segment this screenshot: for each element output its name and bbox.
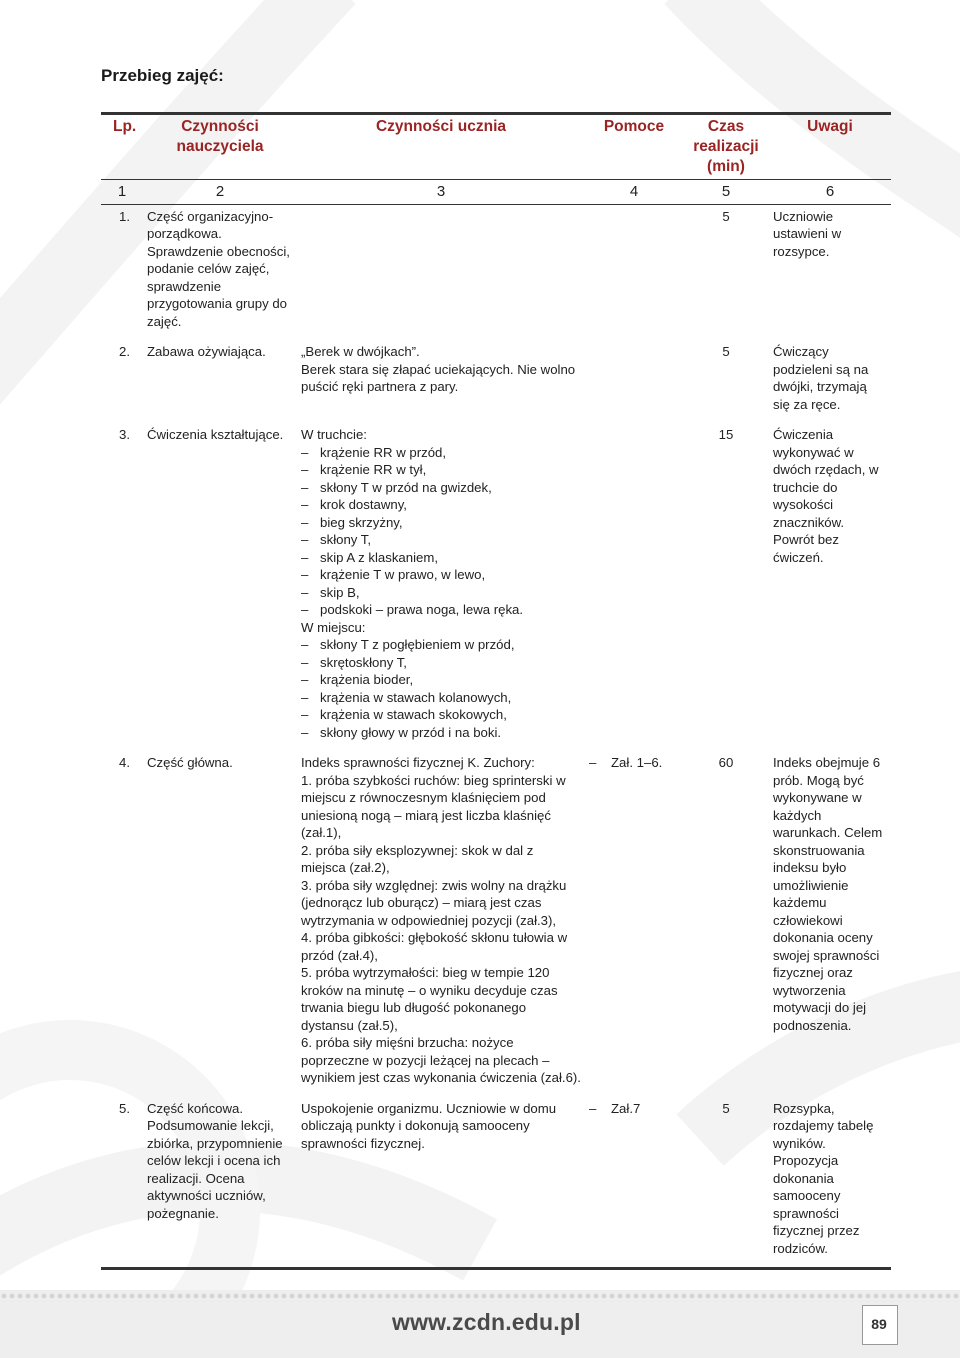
- exercise-group-label: W truchcie:: [301, 427, 367, 442]
- teacher-activity: Część główna.: [147, 755, 233, 770]
- aids: [585, 204, 683, 340]
- table-row: [101, 751, 891, 1097]
- column-number: 5: [683, 180, 769, 205]
- list-item: 1. próba szybkości ruchów: bieg sprinterski w miejscu z równoczesnym klaśnięciem pod uniesioną nogą – miarą jest liczba klaśnięć (zał.1),: [301, 772, 566, 840]
- student-activity: [297, 340, 585, 423]
- list-item: – krok dostawny,: [301, 496, 581, 514]
- dash-marker: –: [589, 1100, 597, 1116]
- notes: Rozsypka, rozdajemy tabelę wyników. Propozycja dokonania samooceny sprawności fizycznej przez rodziców.: [773, 1100, 874, 1256]
- notes: Uczniowie ustawieni w rozsypce.: [773, 208, 842, 259]
- time-minutes: 5: [722, 1100, 730, 1116]
- list-item: – skłony T,: [301, 531, 581, 549]
- row-lp: 5.: [119, 1100, 130, 1116]
- dash-marker: –: [589, 755, 597, 770]
- time-minutes: 5: [722, 344, 730, 359]
- student-activity: Uspokojenie organizmu. Uczniowie w domu obliczają punkty i dokonują samooceny sprawności fizycznej.: [301, 1100, 557, 1151]
- list-item: 3. próba siły względnej: zwis wolny na drążku (jednorącz lub oburącz) – miarą jest czas wytrzymania w odpowiedniej pozycji (zał.3),: [301, 877, 567, 928]
- header-lp: Lp.: [101, 114, 143, 180]
- column-number: 2: [143, 180, 297, 205]
- header-teacher-activities: Czynności nauczyciela: [143, 114, 297, 180]
- header-notes: Uwagi: [769, 114, 891, 180]
- time-minutes: 15: [718, 427, 734, 442]
- student-activity: [297, 751, 585, 1097]
- list-item: – krążenie T w prawo, w lewo,: [301, 566, 581, 584]
- column-number: 4: [585, 180, 683, 205]
- teacher-activity: Część organizacyjnoporządkowa. Sprawdzenie obecności, podanie celów zajęć, sprawdzenie przygotowania grupy do zajęć.: [147, 208, 290, 329]
- notes: Indeks obejmuje 6 prób. Mogą być wykonywane w każdych warunkach. Celem skonstruowania indeksu było umożliwienie każdemu człowiekowi dokonania oceny swojej sprawności fizycznej oraz wytworzenia motywacji do jej podnoszenia.: [773, 755, 883, 1033]
- time-minutes: 60: [718, 755, 734, 770]
- lesson-plan-table: [101, 112, 891, 1270]
- list-item: – skłony głowy w przód i na boki.: [301, 724, 581, 742]
- list-item: – krążenia w stawach skokowych,: [301, 706, 581, 724]
- exercise-group-label: W miejscu:: [301, 619, 366, 635]
- aids-text: Zał. 1–6.: [611, 755, 663, 770]
- aids: [585, 423, 683, 751]
- list-item: 6. próba siły mięśni brzucha: nożyce poprzeczne w pozycji leżącej na plecach – wynikiem jest czas wykonania ćwiczenia (zał.6).: [301, 1035, 581, 1085]
- row-lp: 1.: [119, 208, 130, 224]
- list-item: – podskoki – prawa noga, lewa ręka.: [301, 601, 581, 619]
- aids-text: Zał.7: [611, 1100, 641, 1116]
- list-item: – skłony T z pogłębieniem w przód,: [301, 636, 581, 654]
- aids: [585, 340, 683, 423]
- row-lp: 3.: [119, 427, 130, 442]
- website-link[interactable]: www.zcdn.edu.pl: [392, 1309, 581, 1335]
- table-row: [101, 1097, 891, 1269]
- row-lp: 4.: [119, 755, 130, 770]
- exercise-list-in-place: [301, 636, 581, 741]
- column-number: 3: [297, 180, 585, 205]
- table-header-row: [101, 114, 891, 180]
- column-number: 1: [101, 180, 143, 205]
- list-item: – krążenie RR w przód,: [301, 444, 581, 462]
- student-activity: [297, 423, 585, 751]
- game-title: „Berek w dwójkach”.: [301, 344, 420, 359]
- list-item: – bieg skrzyżny,: [301, 514, 581, 532]
- page-heading: Przebieg zajęć:: [101, 66, 224, 85]
- page-number: 89: [866, 1311, 892, 1337]
- game-description: Berek stara się złapać uciekających. Nie wolno puścić ręki partnera z pary.: [301, 361, 576, 394]
- list-item: – krążenia w stawach kolanowych,: [301, 689, 581, 707]
- notes: Ćwiczenia wykonywać w dwóch rzędach, w truchcie do wysokości znaczników. Powrót bez ćwiczeń.: [773, 427, 879, 565]
- column-number-row: [101, 180, 891, 205]
- footer-dot-pattern: [0, 1292, 960, 1302]
- header-time: Czas realizacji (min): [683, 114, 769, 180]
- student-activity: [297, 204, 585, 340]
- teacher-activity: Ćwiczenia kształtujące.: [147, 427, 284, 442]
- time-minutes: 5: [722, 208, 730, 224]
- list-item: 2. próba siły eksplozywnej: skok w dal z miejsca (zał.2),: [301, 842, 534, 875]
- list-item: 5. próba wytrzymałości: bieg w tempie 120 kroków na minutę – o wyniku decyduje czas trwania biegu lub długość pokonanego dystansu (zał.5),: [301, 965, 558, 1033]
- fitness-index-title: Indeks sprawności fizycznej K. Zuchory:: [301, 755, 535, 770]
- list-item: – skip B,: [301, 584, 581, 602]
- teacher-activity: Zabawa ożywiająca.: [147, 344, 266, 359]
- table-row: [101, 340, 891, 423]
- list-item: – krążenia bioder,: [301, 671, 581, 689]
- list-item: – skrętoskłony T,: [301, 654, 581, 672]
- header-aids: Pomoce: [585, 114, 683, 180]
- notes: Ćwiczący podzieleni są na dwójki, trzymają się za ręce.: [773, 344, 869, 412]
- aids: [585, 751, 683, 1097]
- list-item: – skip A z klaskaniem,: [301, 549, 581, 567]
- row-lp: 2.: [119, 344, 130, 359]
- table-row: [101, 423, 891, 751]
- list-item: 4. próba gibkości: głębokość skłonu tułowia w przód (zał.4),: [301, 930, 568, 963]
- table-row: [101, 204, 891, 340]
- list-item: – skłony T w przód na gwizdek,: [301, 479, 581, 497]
- header-student-activities: Czynności ucznia: [297, 114, 585, 180]
- column-number: 6: [769, 180, 891, 205]
- exercise-list-jogging: [301, 444, 581, 619]
- teacher-activity: Część końcowa. Podsumowanie lekcji, zbiórka, przypomnienie celów lekcji i ocena ich realizacji. Ocena aktywności uczniów, pożegnanie.: [147, 1100, 283, 1221]
- list-item: – krążenie RR w tył,: [301, 461, 581, 479]
- aids: [585, 1097, 683, 1269]
